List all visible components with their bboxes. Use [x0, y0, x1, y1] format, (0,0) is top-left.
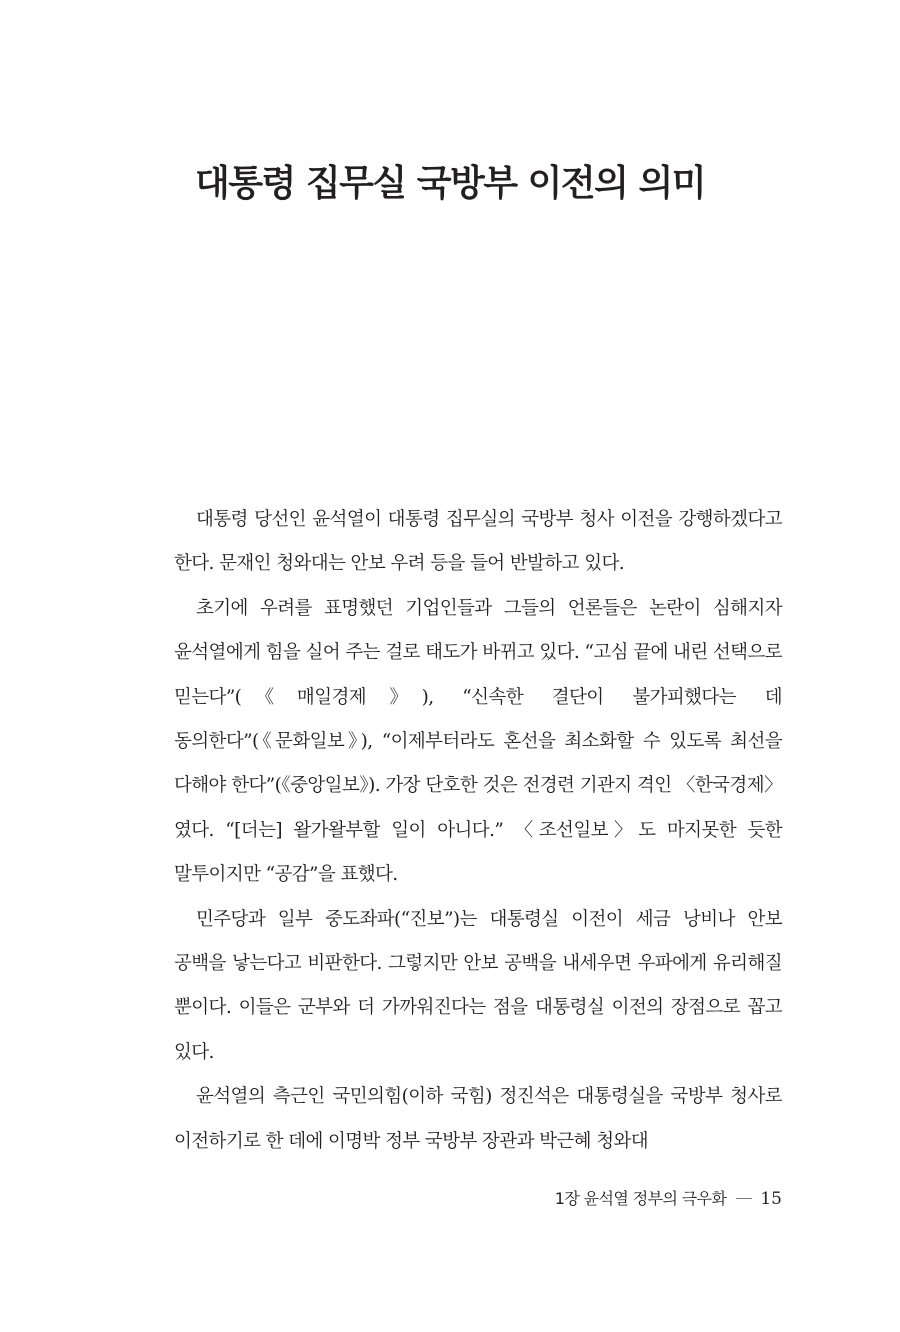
footer-separator: [736, 1198, 752, 1199]
paragraph: 윤석열의 측근인 국민의힘(이하 국힘) 정진석은 대통령실을 국방부 청사로 이전하기로 한 데에 이명박 정부 국방부 장관과 박근혜 청와대: [174, 1086, 782, 1152]
chapter-title: 대통령 집무실 국방부 이전의 의미: [195, 163, 705, 204]
body-text: [174, 498, 782, 1164]
page-number: 15: [760, 1189, 782, 1209]
paragraph: 대통령 당선인 윤석열이 대통령 집무실의 국방부 청사 이전을 강행하겠다고 한다. 문재인 청와대는 안보 우려 등을 들어 반발하고 있다.: [174, 509, 782, 575]
running-head: 1장 윤석열 정부의 극우화: [554, 1189, 727, 1208]
page-footer: [555, 1186, 782, 1209]
paragraph: 민주당과 일부 중도좌파(“진보”)는 대통령실 이전이 세금 낭비나 안보 공백을 낳는다고 비판한다. 그렇지만 안보 공백을 내세우면 우파에게 유리해질 뿐이다. 이들은 군부와 더 가까워진다는 점을 대통령실 이전의 장점으로 꼽고 있다.: [174, 908, 782, 1063]
paragraph: 초기에 우려를 표명했던 기업인들과 그들의 언론들은 논란이 심해지자 윤석열에게 힘을 실어 주는 걸로 태도가 바뀌고 있다. “고심 끝에 내린 선택으로 믿는다”(《매일경제》), “신속한 결단이 불가피했다는 데 동의한다”(《문화일보》), “이제부터라도 혼선을 최소화할 수 있도록 최선을 다해야 한다”(《중앙일보》). 가장 단호한 것은 전경련 기관지 격인 〈한국경제〉였다. “[더는] 왈가왈부할 일이 아니다.” 〈조선일보〉도 마지못한 듯한 말투이지만 “공감”을 표했다.: [174, 597, 782, 886]
